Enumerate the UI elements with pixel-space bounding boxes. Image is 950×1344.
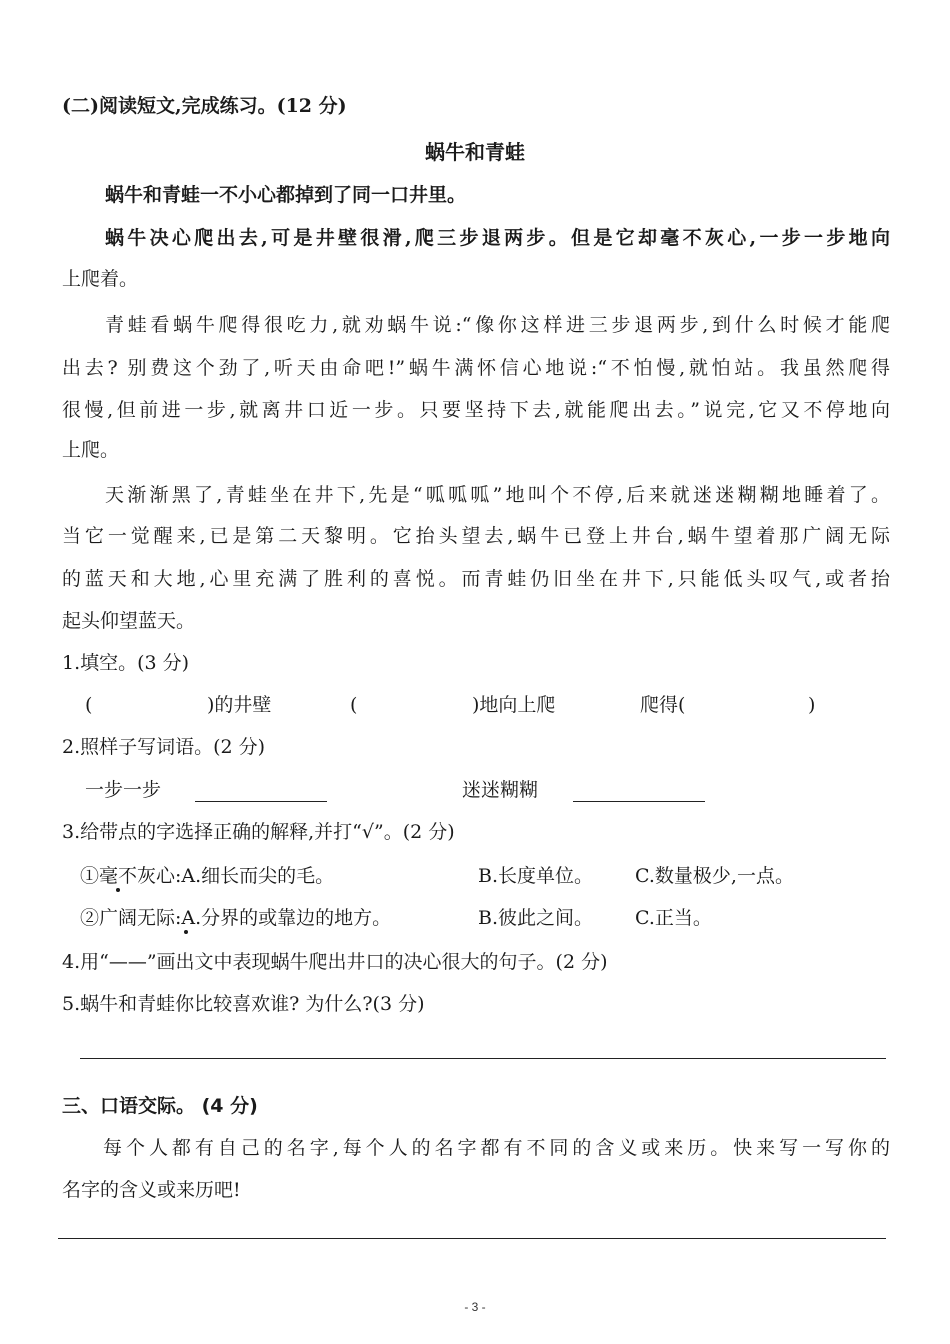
q1-blank1-close: )的井壁	[207, 694, 272, 716]
question-4-label: 4.用“——”画出文中表现蜗牛爬出井口的决心很大的句子。(2 分)	[62, 951, 608, 973]
question-3-label: 3.给带点的字选择正确的解释,并打“√”。(2 分)	[62, 821, 455, 843]
question-2-label: 2.照样子写词语。(2 分)	[62, 736, 266, 758]
q2-example-1: 一步一步	[85, 779, 162, 801]
section-3-answer-line[interactable]	[58, 1238, 886, 1239]
q1-blank2-open: (	[350, 694, 358, 716]
q3-item-1-option-b: B.长度单位。	[478, 865, 594, 887]
paragraph-4-line-1: 天渐渐黑了,青蛙坐在井下,先是“呱呱呱”地叫个不停,后来就迷迷糊糊地睡着了。	[105, 484, 890, 506]
question-5-label: 5.蜗牛和青蛙你比较喜欢谁? 为什么?(3 分)	[62, 993, 425, 1015]
section-heading-reading: (二)阅读短文,完成练习。(12 分)	[62, 95, 347, 117]
q3-item-1: ①毫不灰心:A.细长而尖的毛。	[80, 865, 335, 887]
q1-blank2-close: )地向上爬	[472, 694, 556, 716]
q1-blank3-close: )	[808, 694, 816, 716]
story-title: 蜗牛和青蛙	[425, 140, 525, 164]
paragraph-1: 蜗牛和青蛙一不小心都掉到了同一口井里。	[105, 184, 467, 206]
q5-answer-line[interactable]	[80, 1058, 886, 1059]
emphasis-dot	[116, 888, 120, 892]
section-3-text-line-1: 每个人都有自己的名字,每个人的名字都有不同的含义或来历。快来写一写你的	[103, 1137, 890, 1159]
paragraph-4-line-4: 起头仰望蓝天。	[62, 610, 196, 632]
q2-answer-line-1[interactable]	[195, 801, 327, 802]
q3-item-1-option-c: C.数量极少,一点。	[635, 865, 794, 887]
page-number: - 3 -	[464, 1300, 486, 1314]
q1-blank3-open: 爬得(	[640, 694, 686, 716]
section-heading-oral: 三、口语交际。 (4 分)	[62, 1095, 258, 1117]
paragraph-3-line-2: 出去? 别费这个劲了,听天由命吧!”蜗牛满怀信心地说:“不怕慢,就怕站。我虽然爬得	[62, 357, 890, 379]
paragraph-3-line-1: 青蛙看蜗牛爬得很吃力,就劝蜗牛说:“像你这样进三步退两步,到什么时候才能爬	[105, 314, 890, 336]
paragraph-3-line-4: 上爬。	[62, 439, 120, 461]
paragraph-4-line-2: 当它一觉醒来,已是第二天黎明。它抬头望去,蜗牛已登上井台,蜗牛望着那广阔无际	[62, 525, 890, 547]
q2-answer-line-2[interactable]	[573, 801, 705, 802]
section-3-text-line-2: 名字的含义或来历吧!	[62, 1179, 241, 1201]
q3-item-2-option-c: C.正当。	[635, 907, 712, 929]
paragraph-4-line-3: 的蓝天和大地,心里充满了胜利的喜悦。而青蛙仍旧坐在井下,只能低头叹气,或者抬	[62, 568, 890, 590]
q1-blank1-open: (	[85, 694, 93, 716]
q2-example-2: 迷迷糊糊	[462, 779, 539, 801]
q3-item-2: ②广阔无际:A.分界的或靠边的地方。	[80, 907, 392, 929]
question-1-label: 1.填空。(3 分)	[62, 652, 190, 674]
emphasis-dot	[184, 930, 188, 934]
paragraph-2-line-1: 蜗牛决心爬出去,可是井壁很滑,爬三步退两步。但是它却毫不灰心,一步一步地向	[105, 227, 890, 249]
paragraph-3-line-3: 很慢,但前进一步,就离井口近一步。只要坚持下去,就能爬出去。”说完,它又不停地向	[62, 399, 890, 421]
q3-item-2-option-b: B.彼此之间。	[478, 907, 594, 929]
paragraph-2-line-2: 上爬着。	[62, 268, 139, 290]
